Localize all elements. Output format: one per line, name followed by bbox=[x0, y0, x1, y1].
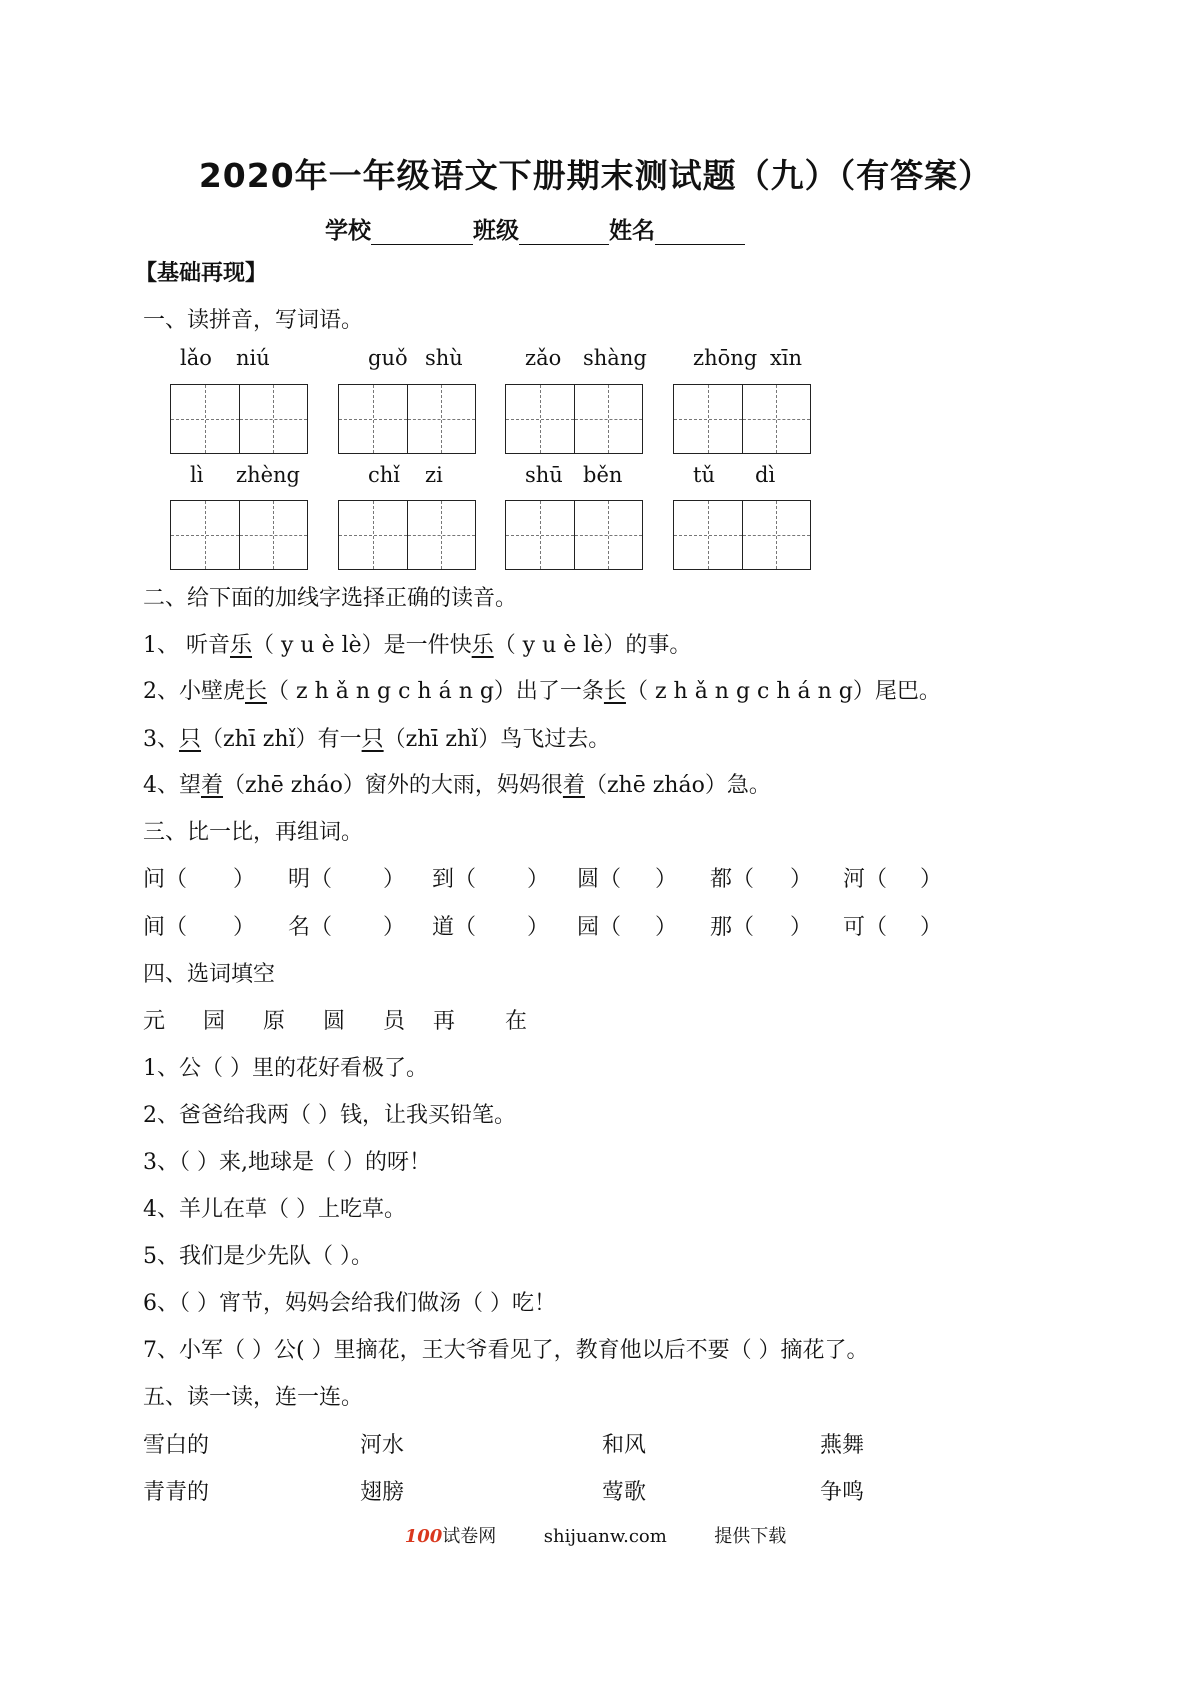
q3-r2-close: ） bbox=[920, 915, 943, 940]
match-word: 燕舞 bbox=[820, 1433, 865, 1458]
q3-r1-char: 圆（ bbox=[577, 867, 622, 892]
q2-item-2: 2、小壁虎长（ z h ǎ n g c h á n g）出了一条长（ z h ǎ n g c h á n g）尾巴。 bbox=[143, 679, 941, 704]
q4-item-4: 4、羊儿在草（ ）上吃草。 bbox=[143, 1197, 406, 1222]
q4-word: 在 bbox=[505, 1009, 528, 1034]
q3-r1-close: ） bbox=[233, 867, 256, 892]
underlined-char: 长 bbox=[603, 679, 626, 704]
q3-r2-close: ） bbox=[383, 915, 406, 940]
q3-r2-char: 那（ bbox=[710, 915, 755, 940]
writing-grid[interactable] bbox=[170, 500, 308, 570]
q3-r2-close: ） bbox=[233, 915, 256, 940]
q3-r2-char: 可（ bbox=[843, 915, 888, 940]
q3-r1-char: 都（ bbox=[710, 867, 755, 892]
q3-r1-char: 河（ bbox=[843, 867, 888, 892]
footer bbox=[0, 1522, 1191, 1548]
q3-r1-close: ） bbox=[790, 867, 813, 892]
pinyin-1b: niú bbox=[236, 346, 270, 370]
q3-r2-close: ） bbox=[527, 915, 550, 940]
q4-item-1: 1、公（ ）里的花好看极了。 bbox=[143, 1056, 428, 1081]
q3-title: 三、比一比，再组词。 bbox=[143, 820, 364, 845]
q3-r1-close: ） bbox=[655, 867, 678, 892]
q4-item-3: 3、（ ）来,地球是（ ）的呀！ bbox=[143, 1150, 431, 1175]
q4-item-5: 5、我们是少先队（ ）。 bbox=[143, 1244, 373, 1269]
q4-item-2: 2、爸爸给我两（ ）钱，让我买铅笔。 bbox=[143, 1103, 516, 1128]
pinyin-1a: lǎo bbox=[180, 346, 212, 370]
pinyin-4a: zhōng bbox=[693, 346, 758, 370]
underlined-char: 长 bbox=[245, 679, 268, 704]
writing-grid[interactable] bbox=[673, 500, 811, 570]
pinyin-3a: zǎo bbox=[525, 346, 562, 370]
q4-word: 元 bbox=[143, 1009, 166, 1034]
q3-r1-char: 问（ bbox=[143, 867, 188, 892]
q1-title: 一、读拼音，写词语。 bbox=[143, 308, 364, 333]
pinyin-4b: xīn bbox=[770, 346, 803, 370]
q3-r2-char: 道（ bbox=[432, 915, 477, 940]
site-url[interactable]: shijuanw.com bbox=[543, 1526, 667, 1547]
q4-word: 园 bbox=[203, 1009, 226, 1034]
q4-item-6: 6、（ ）宵节，妈妈会给我们做汤（ ）吃！ bbox=[143, 1291, 556, 1316]
student-info-line bbox=[325, 212, 745, 245]
underlined-char: 只 bbox=[179, 727, 202, 752]
site-name: 试卷网 bbox=[442, 1526, 497, 1547]
q4-word: 员 bbox=[383, 1009, 406, 1034]
pinyin-6b: zi bbox=[425, 463, 443, 487]
q2-item-3: 3、只（zhī zhǐ）有一只（zhī zhǐ）鸟飞过去。 bbox=[143, 727, 611, 752]
pinyin-3b: shàng bbox=[583, 346, 647, 370]
q3-r2-close: ） bbox=[790, 915, 813, 940]
pinyin-7b: běn bbox=[583, 463, 623, 487]
school-blank[interactable] bbox=[371, 220, 473, 245]
pinyin-5a: lì bbox=[190, 463, 204, 487]
match-word: 莺歌 bbox=[602, 1480, 647, 1505]
underlined-char: 乐 bbox=[471, 633, 494, 658]
underlined-char: 着 bbox=[201, 773, 224, 798]
match-word: 雪白的 bbox=[143, 1433, 210, 1458]
pinyin-8a: tǔ bbox=[693, 463, 715, 487]
writing-grid[interactable] bbox=[673, 384, 811, 454]
writing-grid[interactable] bbox=[338, 384, 476, 454]
q5-title: 五、读一读，连一连。 bbox=[143, 1385, 364, 1410]
download-note: 提供下载 bbox=[714, 1526, 787, 1547]
writing-grid[interactable] bbox=[505, 500, 643, 570]
writing-grid[interactable] bbox=[170, 384, 308, 454]
q3-r1-close: ） bbox=[920, 867, 943, 892]
writing-grid[interactable] bbox=[505, 384, 643, 454]
q4-word: 圆 bbox=[323, 1009, 346, 1034]
match-word: 青青的 bbox=[143, 1480, 210, 1505]
q3-r2-char: 间（ bbox=[143, 915, 188, 940]
underlined-char: 乐 bbox=[230, 633, 253, 658]
q4-title: 四、选词填空 bbox=[143, 962, 276, 987]
school-label: 学校 bbox=[325, 218, 371, 244]
q4-word: 原 bbox=[263, 1009, 286, 1034]
underlined-char: 着 bbox=[562, 773, 585, 798]
section-basic-heading: 【基础再现】 bbox=[135, 261, 268, 286]
q3-r1-close: ） bbox=[383, 867, 406, 892]
q3-r1-close: ） bbox=[527, 867, 550, 892]
q2-title: 二、给下面的加线字选择正确的读音。 bbox=[143, 586, 518, 611]
q3-r1-char: 明（ bbox=[288, 867, 333, 892]
name-blank[interactable] bbox=[655, 220, 745, 245]
pinyin-6a: chǐ bbox=[368, 463, 401, 487]
writing-grid[interactable] bbox=[338, 500, 476, 570]
class-label: 班级 bbox=[473, 218, 519, 244]
match-word: 争鸣 bbox=[820, 1480, 865, 1505]
pinyin-8b: dì bbox=[755, 463, 776, 487]
class-blank[interactable] bbox=[519, 220, 609, 245]
underlined-char: 只 bbox=[361, 727, 384, 752]
q2-item-4: 4、望着（zhē zháo）窗外的大雨，妈妈很着（zhē zháo）急。 bbox=[143, 773, 771, 798]
match-word: 翅膀 bbox=[360, 1480, 405, 1505]
site-logo: 100 bbox=[404, 1526, 443, 1547]
page-title: 2020年一年级语文下册期末测试题（九）（有答案） bbox=[198, 156, 993, 195]
pinyin-2b: shù bbox=[425, 346, 463, 370]
pinyin-2a: guǒ bbox=[368, 346, 408, 370]
pinyin-5b: zhèng bbox=[236, 463, 300, 487]
q4-word: 再 bbox=[433, 1009, 456, 1034]
q3-r2-char: 名（ bbox=[288, 915, 333, 940]
name-label: 姓名 bbox=[609, 218, 655, 244]
q2-item-1: 1、 听音乐（ y u è lè）是一件快乐（ y u è lè）的事。 bbox=[143, 633, 692, 658]
q3-r1-char: 到（ bbox=[432, 867, 477, 892]
match-word: 河水 bbox=[360, 1433, 405, 1458]
q4-item-7: 7、小军（ ）公( ）里摘花，王大爷看见了，教育他以后不要（ ）摘花了。 bbox=[143, 1338, 869, 1363]
q3-r2-char: 园（ bbox=[577, 915, 622, 940]
match-word: 和风 bbox=[602, 1433, 647, 1458]
pinyin-7a: shū bbox=[525, 463, 563, 487]
q3-r2-close: ） bbox=[655, 915, 678, 940]
